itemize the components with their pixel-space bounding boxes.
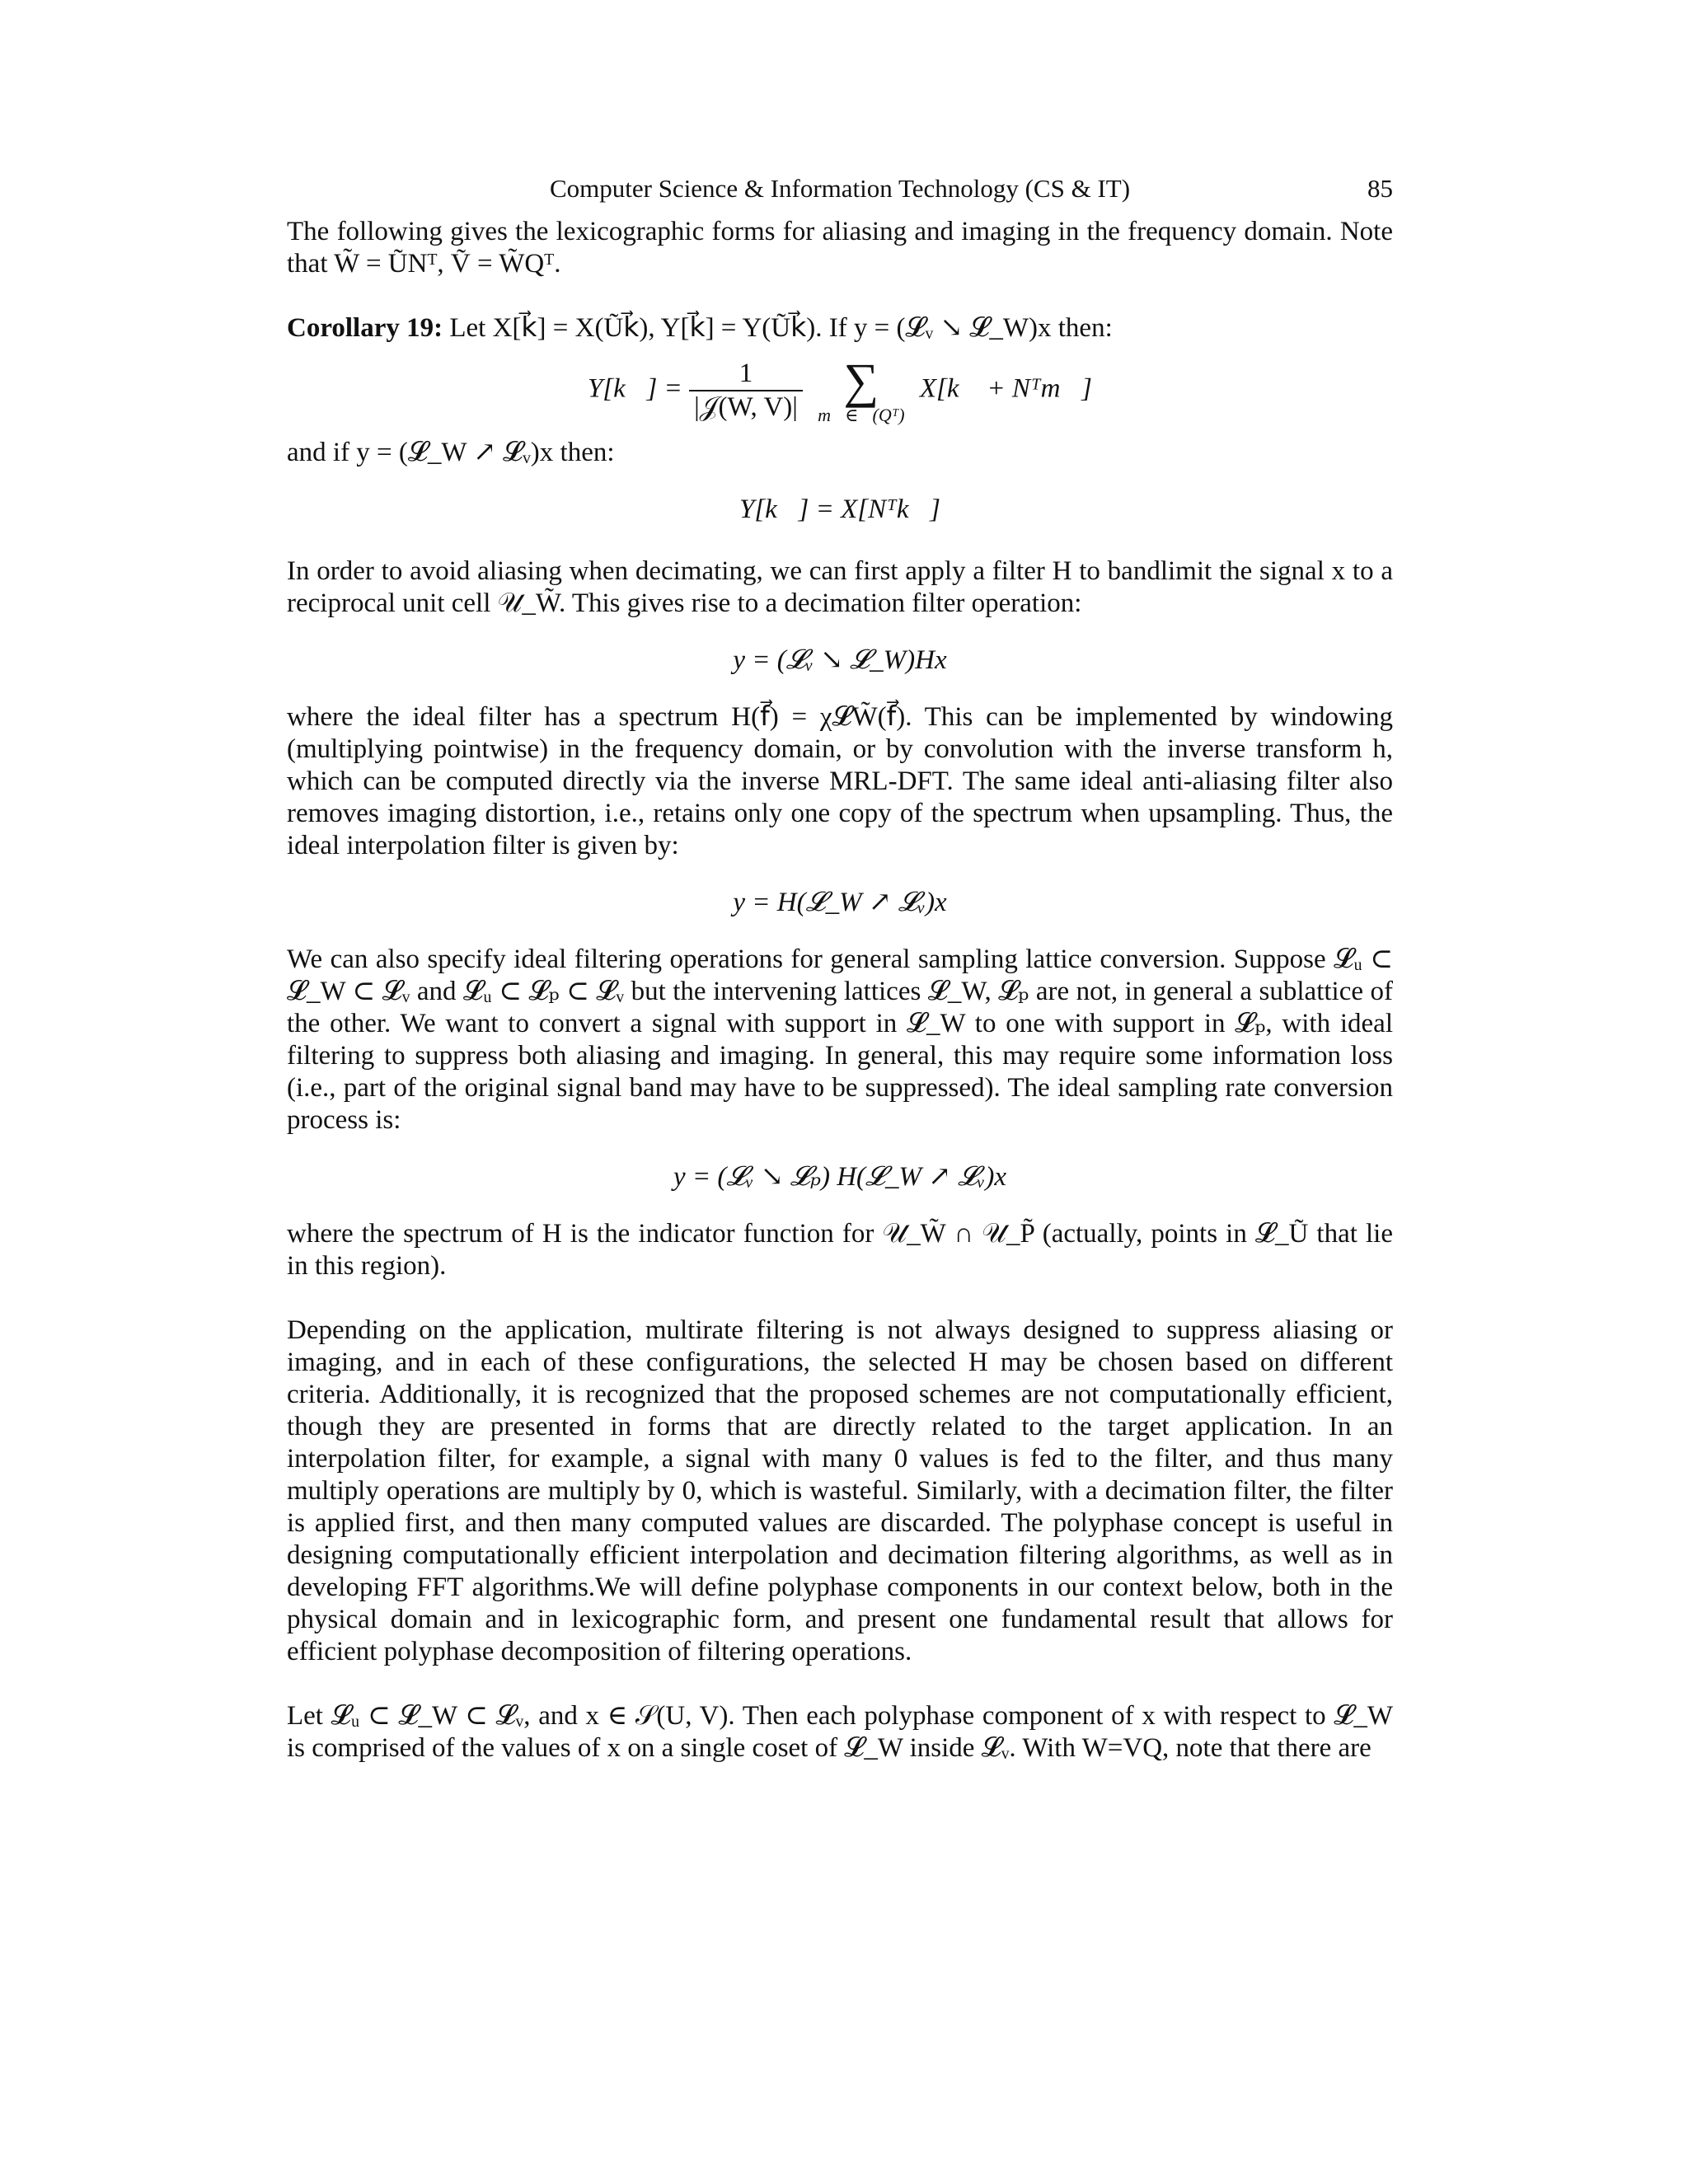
paragraph-polyphase-components: Let 𝓛ᵤ ⊂ 𝓛_W ⊂ 𝓛ᵥ, and x ∈ 𝒮(U, V). Then each polyphase component of x with respect to 𝓛_W is comprised of the values of x on a single coset of 𝓛_W inside 𝓛ᵥ. With W=VQ, note that there are xyxy=(287,1701,1393,1763)
eq1-numerator: 1 xyxy=(689,358,803,391)
eq1-lhs: Y[k⃗] = xyxy=(587,373,682,404)
paragraph-decimation: In order to avoid aliasing when decimating, we can first apply a filter H to bandlimit the signal x to a reciprocal unit cell 𝒰_W̃. This gives rise to a decimation filter operation: xyxy=(287,556,1393,618)
eq1-rhs: X[k⃗ + Nᵀm⃗] xyxy=(919,373,1093,404)
paragraph-polyphase: Depending on the application, multirate filtering is not always designed to suppress aliasing or imaging, and in each of these configurations, the selected H may be chosen based on different criteria. Additionally, it is recognized that the proposed schemes are not computationally efficient, though they are presented in forms that are directly related to the target application. In an interpolation filter, for example, a signal with many 0 values is fed to the filter, and thus many multiply operations are multiply by 0, which is wasteful. Similarly, with a decimation filter, the filter is applied first, and then many computed values are discarded. The polyphase concept is useful in designing computationally efficient interpolation and decimation filtering algorithms, as well as in developing FFT algorithms.We will define polyphase components in our context below, both in the physical domain and in lexicographic form, and present one fundamental result that allows for efficient polyphase decomposition of filtering operations. xyxy=(287,1315,1393,1666)
journal-title: Computer Science & Information Technology (CS & IT) xyxy=(549,174,1131,203)
paragraph-indicator: where the spectrum of H is the indicator function for 𝒰_W̃ ∩ 𝒰_P̃ (actually, points in 𝓛_Ũ that lie in this region). xyxy=(287,1219,1393,1281)
paragraph-ideal-filter: where the ideal filter has a spectrum H(f⃗) = χ𝓛W̃(f⃗). This can be implemented by windowing (multiplying pointwise) in the frequency domain, or by convolution with the inverse transform h, which can be computed directly via the inverse MRL-DFT. The same ideal anti-aliasing filter also removes imaging distortion, i.e., retains only one copy of the spectrum when upsampling. Thus, the ideal interpolation filter is given by: xyxy=(287,702,1393,860)
equation-imaging: Y[k⃗] = X[Nᵀk⃗] xyxy=(738,494,941,524)
paragraph-intro: The following gives the lexicographic forms for aliasing and imaging in the frequency domain. Note that W̃ = ŨNᵀ, Ṽ = W̃Qᵀ. xyxy=(287,217,1393,279)
corollary-label: Corollary 19: xyxy=(287,313,443,343)
eq1-denominator: |𝒥(W, V)| xyxy=(694,392,798,422)
equation-decimation-filter: y = (𝓛ᵥ ↘ 𝓛_W)Hx xyxy=(733,645,947,675)
and-if-line: and if y = (𝓛_W ↗ 𝓛ᵥ)x then: xyxy=(287,438,615,467)
eq1-sum-index: m⃗∈𝒥(Qᵀ) xyxy=(818,405,905,425)
page-body xyxy=(287,216,1393,1765)
corollary-text: Let X[k⃗] = X(Ũk⃗), Y[k⃗] = Y(Ũk⃗). If y = (𝓛ᵥ ↘ 𝓛_W)x then: xyxy=(449,313,1113,343)
paragraph-lattice-conversion: We can also specify ideal filtering operations for general sampling lattice conversion. Suppose 𝓛ᵤ ⊂ 𝓛_W ⊂ 𝓛ᵥ and 𝓛ᵤ ⊂ 𝓛ₚ ⊂ 𝓛ᵥ but the intervening lattices 𝓛_W, 𝓛ₚ are not, in general a sublattice of the other. We want to convert a signal with support in 𝓛_W to one with support in 𝓛ₚ, with ideal filtering to suppress both aliasing and imaging. In general, this may require some information loss (i.e., part of the original signal band may have to be suppressed). The ideal sampling rate conversion process is: xyxy=(287,944,1393,1135)
sigma-symbol: ∑ xyxy=(843,354,879,408)
equation-aliasing xyxy=(287,356,1393,425)
equation-rate-conversion: y = (𝓛ᵥ ↘ 𝓛ₚ) H(𝓛_W ↗ 𝓛ᵥ)x xyxy=(673,1162,1007,1192)
corollary-statement xyxy=(287,312,1393,344)
eq1-fraction xyxy=(689,358,803,424)
page-number: 85 xyxy=(1367,174,1393,203)
running-header xyxy=(287,172,1393,205)
eq1-summation xyxy=(818,356,904,425)
equation-interpolation-filter: y = H(𝓛_W ↗ 𝓛ᵥ)x xyxy=(733,888,947,917)
